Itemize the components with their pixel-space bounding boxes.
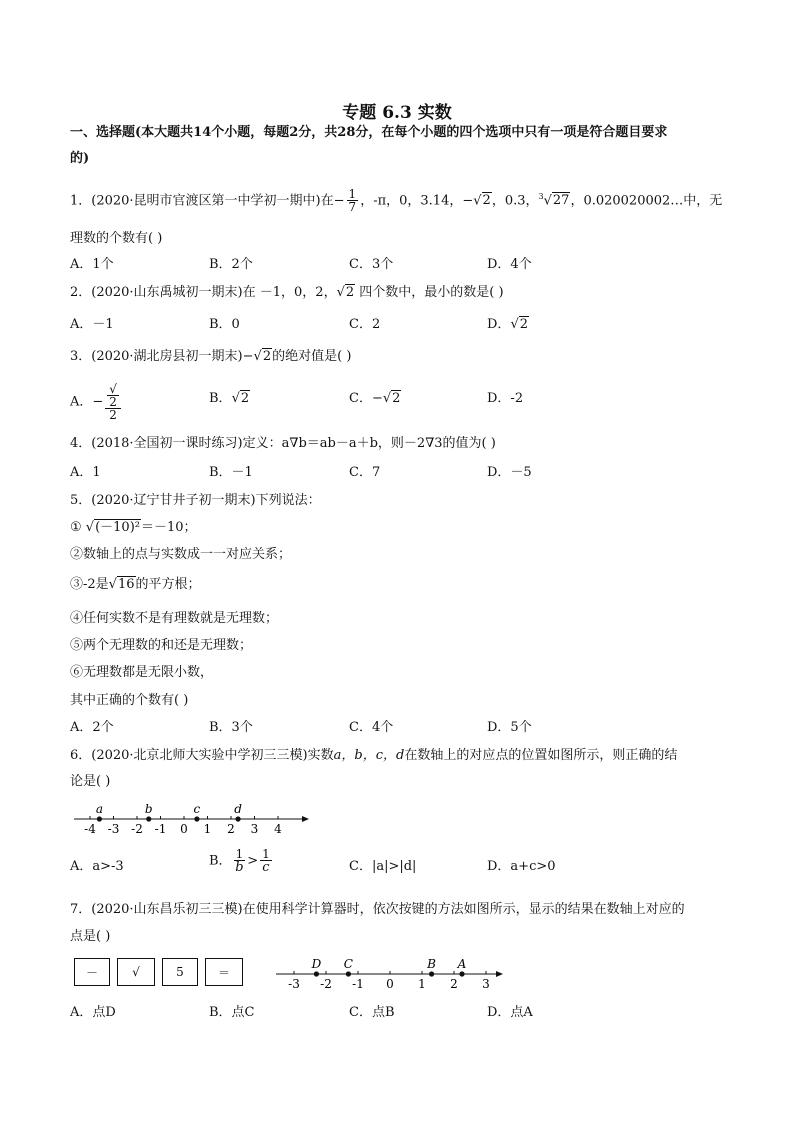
q4-option-b[interactable]: B．－1	[209, 465, 253, 480]
q7-stem: 7．(2020·山东昌乐初三三模)在使用科学计算器时，依次按键的方法如图所示，显示的结果在数轴上对应的	[70, 902, 685, 917]
q2-option-b[interactable]: B．0	[209, 317, 240, 332]
section-heading: 一、选择题(本大题共14个小题，每题2分，共28分，在每个小题的四个选项中只有一项是符合题目要求	[70, 125, 668, 140]
point-label-C: C	[343, 957, 353, 971]
q5-statement-3: ③-2是√16的平方根；	[70, 577, 201, 592]
q6-number-line	[70, 798, 320, 840]
q6-option-b[interactable]: B． $\frac{1}{b}$ > $\frac{1}{c}$	[209, 847, 270, 875]
tick-label: 2	[450, 977, 458, 991]
key-minus: －	[74, 958, 110, 986]
point-marker-d	[235, 816, 240, 821]
q7-option-a[interactable]: A．点D	[70, 1005, 116, 1020]
point-marker-B	[429, 971, 434, 976]
q2-option-d[interactable]: D．√2	[487, 317, 529, 332]
q1-stem: 1．(2020·昆明市官渡区第一中学初一期中)在− $\frac{1}{7}$ ，-π，0，3.14，−√2，0.3，$^3$√27，0.020020002…中，无	[70, 187, 723, 215]
tick-label: -1	[352, 977, 364, 991]
tick-label: -1	[154, 822, 167, 836]
tick-label: 1	[418, 977, 426, 991]
point-label-c: c	[193, 802, 201, 816]
tick-label: 0	[180, 822, 188, 836]
q2-option-a[interactable]: A．－1	[70, 317, 114, 332]
q5-option-c[interactable]: C．4个	[349, 720, 394, 735]
point-label-B: B	[427, 957, 437, 971]
key-five: 5	[162, 958, 198, 986]
axis-arrow	[302, 816, 309, 822]
q5-statement-4: ④任何实数不是有理数就是无理数；	[70, 611, 279, 626]
tick-label: -2	[320, 977, 332, 991]
point-marker-b	[146, 816, 151, 821]
q5-stem: 5．(2020·辽宁甘井子初一期末)下列说法：	[70, 493, 321, 508]
point-label-b: b	[144, 802, 153, 816]
q6-option-a[interactable]: A．a>-3	[70, 859, 124, 874]
q5-option-a[interactable]: A．2个	[70, 720, 114, 735]
point-label-a: a	[95, 802, 103, 816]
tick-label: -2	[131, 822, 143, 836]
q5-statement-2: ②数轴上的点与实数成一一对应关系；	[70, 547, 292, 562]
q5-statement-6: ⑥无理数都是无限小数，	[70, 665, 214, 680]
q5-statement-5: ⑤两个无理数的和还是无理数；	[70, 638, 253, 653]
q3-stem: 3．(2020·湖北房县初一期末)−√2的绝对值是( )	[70, 349, 352, 364]
tick-label: 3	[482, 977, 490, 991]
q4-option-d[interactable]: D．－5	[487, 465, 532, 480]
tick-label: -4	[84, 822, 96, 836]
point-marker-D	[314, 971, 319, 976]
point-label-d: d	[234, 802, 242, 816]
tick-label: -3	[107, 822, 120, 836]
q1-option-d[interactable]: D．4个	[487, 257, 532, 272]
q6-stem-cont: 论是( )	[70, 774, 111, 789]
tick-label: 3	[250, 822, 259, 836]
q7-option-d[interactable]: D．点A	[487, 1005, 533, 1020]
tick-label: 0	[386, 977, 394, 991]
point-label-A: A	[457, 957, 467, 971]
q1-stem-cont: 理数的个数有( )	[70, 231, 163, 246]
q2-stem: 2．(2020·山东禹城初一期末)在 －1，0，2，√2 四个数中，最小的数是( )	[70, 285, 504, 300]
point-marker-a	[97, 816, 102, 821]
q7-option-b[interactable]: B．点C	[209, 1005, 255, 1020]
q7-number-line	[272, 948, 508, 994]
q1-option-b[interactable]: B．2个	[209, 257, 253, 272]
q3-option-d[interactable]: D．-2	[487, 391, 524, 406]
q3-option-b[interactable]: B．√2	[209, 391, 250, 406]
q3-option-a[interactable]: A．− √ 2 2	[70, 383, 123, 421]
key-sqrt: √	[117, 958, 155, 986]
key-equals: ＝	[205, 958, 243, 986]
tick-label: 1	[203, 822, 212, 836]
axis-arrow	[496, 971, 503, 977]
q4-option-a[interactable]: A．1	[70, 465, 101, 480]
q6-option-d[interactable]: D．a+c>0	[487, 859, 556, 874]
point-label-D: D	[311, 957, 322, 971]
q7-stem-cont: 点是( )	[70, 929, 111, 944]
point-marker-A	[459, 971, 464, 976]
q6-stem: 6．(2020·北京北师大实验中学初三三模)实数a，b，c，d在数轴上的对应点的位置如图所示，则正确的结	[70, 748, 678, 763]
q1-fraction: $\frac{1}{7}$	[348, 187, 357, 215]
q4-option-c[interactable]: C．7	[349, 465, 381, 480]
section-heading-cont: 的)	[70, 151, 90, 166]
q2-option-c[interactable]: C．2	[349, 317, 381, 332]
q5-option-b[interactable]: B．3个	[209, 720, 253, 735]
q4-stem: 4．(2018·全国初一课时练习)定义：a∇b＝ab－a＋b，则－2∇3的值为( )	[70, 436, 496, 451]
tick-label: 2	[227, 822, 235, 836]
point-marker-C	[346, 971, 351, 976]
q3-option-c[interactable]: C．−√2	[349, 391, 401, 406]
q1-option-a[interactable]: A．1个	[70, 257, 114, 272]
tick-label: 4	[274, 822, 282, 836]
q5-statement-1: ① √(－10)²＝－10；	[70, 520, 197, 535]
page-title: 专题 6.3 实数	[342, 103, 452, 123]
q7-option-c[interactable]: C．点B	[349, 1005, 395, 1020]
q1-option-c[interactable]: C．3个	[349, 257, 394, 272]
point-marker-c	[194, 816, 199, 821]
q6-option-c[interactable]: C．|a|>|d|	[349, 859, 417, 874]
q5-option-d[interactable]: D．5个	[487, 720, 532, 735]
q5-question: 其中正确的个数有( )	[70, 693, 189, 708]
tick-label: -3	[288, 977, 300, 991]
